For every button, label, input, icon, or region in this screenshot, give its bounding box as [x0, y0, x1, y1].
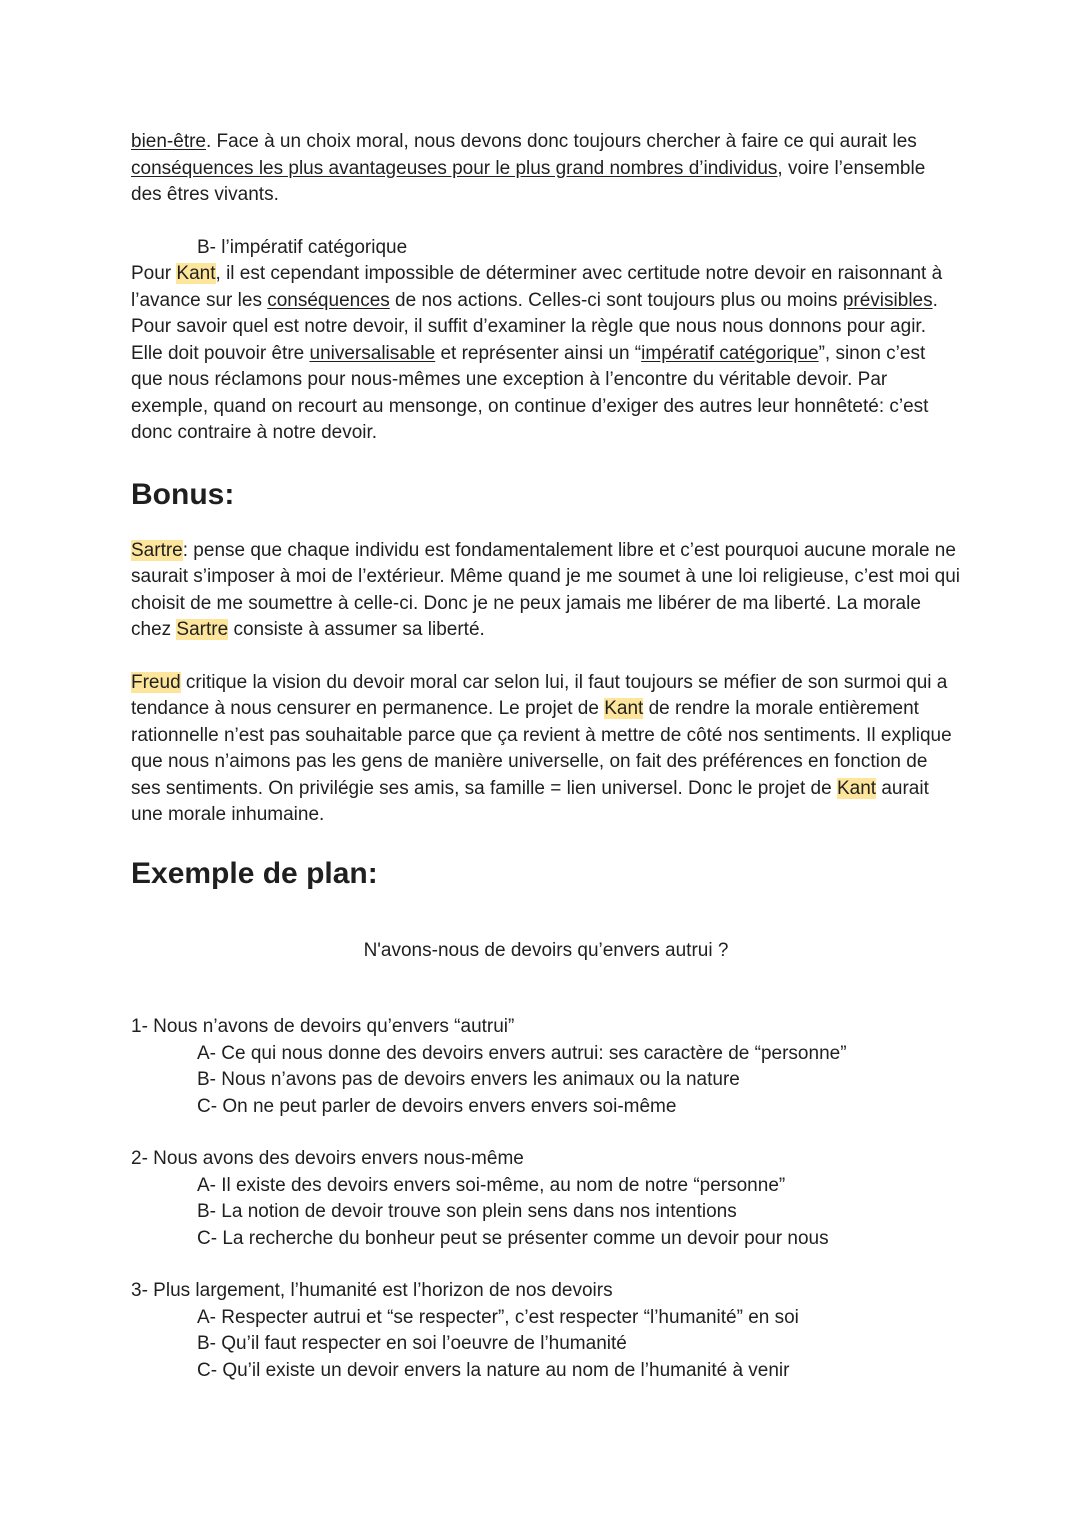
text-run: , il est cependant impossible de déterminer avec certitude notre devoir en raisonnant à l’avance sur les: [131, 263, 943, 311]
plan-item: C- La recherche du bonheur peut se présenter comme un devoir pour nous: [197, 1227, 829, 1249]
plan-item: B- Nous n’avons pas de devoirs envers les animaux ou la nature: [197, 1069, 740, 1090]
underlined-term: conséquences les plus avantageuses pour le plus grand nombres d’individus: [131, 157, 778, 179]
text-run: Pour: [131, 263, 177, 284]
plan-heading: Exemple de plan:: [131, 856, 378, 890]
plan-item: A- Ce qui nous donne des devoirs envers autrui: ses caractère de “personne”: [197, 1042, 847, 1064]
underlined-term: bien-être: [131, 131, 206, 152]
plan-part: [131, 1278, 961, 1384]
plan-part-title: 3- Plus largement, l’humanité est l’horizon de nos devoirs: [131, 1280, 613, 1301]
imperative-subtitle: B- l’impératif catégorique: [197, 236, 408, 258]
intro-paragraph: [131, 129, 961, 209]
highlighted-name: Kant: [604, 698, 644, 719]
sartre-paragraph: [131, 538, 961, 644]
plan-item: B- Qu’il faut respecter en soi l’oeuvre de l’humanité: [197, 1333, 627, 1354]
text-run: aurait une morale inhumaine.: [131, 777, 929, 825]
highlighted-name: Sartre: [131, 539, 183, 561]
text-run: de rendre la morale entièrement rationnelle n’est pas souhaitable parce que ça revient à mettre de côté nos sentiments. Il explique que nous n’aimons pas les gens de manière universelle, on fait des préférences en fonction de ses sentiments. On privilégie ses amis, sa famille = lien universel. Donc le projet de: [131, 698, 952, 799]
freud-paragraph: [131, 670, 961, 829]
underlined-term: prévisibles: [842, 289, 933, 311]
plan-item: A- Respecter autrui et “se respecter”, c’est respecter “l’humanité” en soi: [197, 1306, 799, 1328]
plan-item: B- La notion de devoir trouve son plein sens dans nos intentions: [197, 1201, 737, 1222]
plan-item: A- Il existe des devoirs envers soi-même, au nom de notre “personne”: [197, 1174, 786, 1196]
text-run: consiste à assumer sa liberté.: [228, 619, 485, 640]
highlighted-name: Kant: [836, 777, 877, 799]
text-run: et représenter ainsi un “: [435, 342, 642, 364]
text-run: . Face à un choix moral, nous devons donc toujours chercher à faire ce qui aurait les: [206, 131, 917, 152]
text-run: , voire l’ensemble des êtres vivants.: [131, 157, 926, 205]
text-run: de nos actions. Celles-ci sont toujours plus ou moins: [389, 289, 843, 311]
underlined-term: universalisable: [309, 342, 436, 364]
highlighted-name: Kant: [176, 263, 216, 284]
underlined-term: impératif catégorique: [641, 342, 819, 364]
text-run: : pense que chaque individu est fondamentalement libre et c’est pourquoi aucune morale ne saurait s’imposer à moi de l’extérieur. Même quand je me soumet à une loi religieuse, c’est moi qui choisit de me soumettre à celle-ci. Donc je ne peux jamais me libérer de ma liberté. La morale chez: [131, 539, 961, 640]
plan-part-title: 1- Nous n’avons de devoirs qu’envers “autrui”: [131, 1016, 515, 1037]
document-page: [131, 129, 961, 1384]
plan-question: N'avons-nous de devoirs qu’envers autrui ?: [363, 939, 729, 961]
text-run: . Pour savoir quel est notre devoir, il suffit d’examiner la règle que nous nous donnons pour agir. Elle doit pouvoir être: [131, 289, 938, 364]
plan-item: C- On ne peut parler de devoirs envers envers soi-même: [197, 1095, 677, 1117]
bonus-heading: Bonus:: [131, 477, 235, 511]
text-run: ”, sinon c’est que nous réclamons pour nous-mêmes une exception à l’encontre du véritable devoir. Par exemple, quand on recourt au mensonge, on continue d’exiger des autres leur honnêteté: c’est donc contraire à notre devoir.: [131, 342, 929, 443]
highlighted-name: Sartre: [176, 619, 229, 640]
plan-item: C- Qu’il existe un devoir envers la nature au nom de l’humanité à venir: [197, 1359, 790, 1381]
plan-list: [131, 1014, 961, 1384]
plan-part: [131, 1146, 961, 1252]
highlighted-name: Freud: [131, 671, 181, 693]
plan-part-title: 2- Nous avons des devoirs envers nous-même: [131, 1148, 524, 1169]
text-run: critique la vision du devoir moral car selon lui, il faut toujours se méfier de son surmoi qui a tendance à nous censurer en permanence. Le projet de: [131, 671, 948, 719]
imperative-paragraph: [131, 261, 961, 447]
underlined-term: conséquences: [267, 289, 390, 311]
plan-part: [131, 1014, 961, 1120]
